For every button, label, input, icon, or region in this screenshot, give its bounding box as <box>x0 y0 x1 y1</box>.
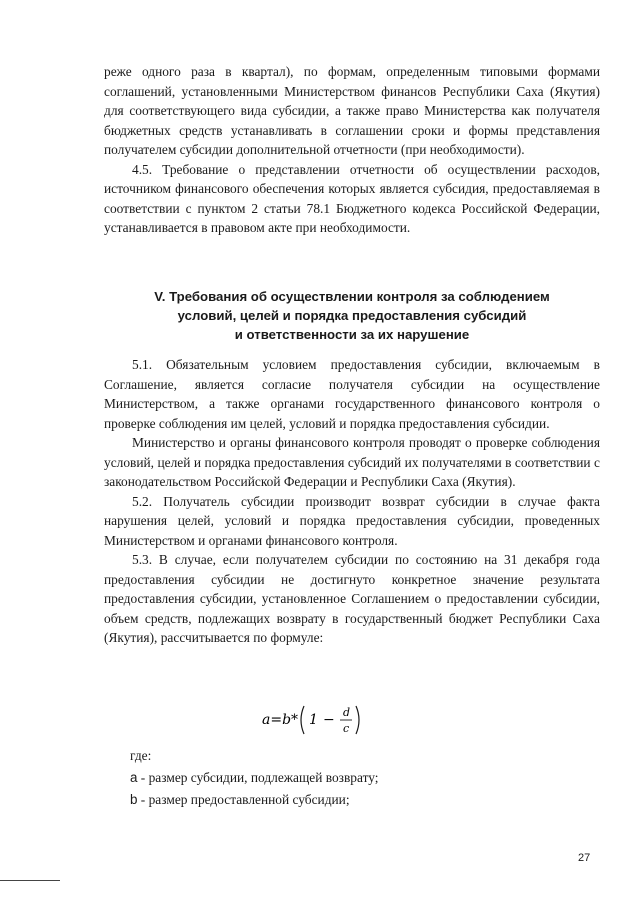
formula-lhs: a=b* <box>262 712 299 728</box>
formula-definitions <box>130 745 600 811</box>
paragraph-5-1: 5.1. Обязательным условием предоставления субсидии, включаемым в Соглашение, является согласие получателя субсидии на осуществление Министерством, а также органами государственного финансового контроля о проверке соблюдения им целей, условий и порядка предоставления субсидии. <box>104 357 600 431</box>
paragraph-control: Министерство и органы финансового контроля проводят о проверке соблюдения условий, целей и порядка предоставления субсидий их получателями в соответствии с законодательством Российской Федерации и Республики Саха (Якутия). <box>104 435 600 489</box>
definition-a <box>130 767 600 789</box>
where-label: где: <box>130 748 152 763</box>
formula-right-paren <box>356 706 359 734</box>
section-heading <box>104 287 600 344</box>
formula-graphic <box>260 700 380 740</box>
page-number: 27 <box>578 852 591 864</box>
formula-left-paren <box>301 706 304 734</box>
section-body <box>104 355 600 648</box>
paragraph-4-5: 4.5. Требование о представлении отчетности об осуществлении расходов, источником финансового обеспечения которых является субсидия, предоставляемая в соответствии с пунктом 2 статьи 78.1 Бюджетного кодекса Российской Федерации, устанавливается в правовом акте при необходимости. <box>104 161 600 235</box>
definition-text: - размер субсидии, подлежащей возврату; <box>137 770 379 785</box>
paragraph-5-3: 5.3. В случае, если получателем субсидии по состоянию на 31 декабря года предоставления субсидии не достигнуто конкретное значение результата предоставления субсидии, установленное Соглашением о предоставлении субсидии, объем средств, подлежащих возврату в государственный бюджет Республики Саха (Якутия), рассчитывается по формуле: <box>104 552 600 645</box>
formula-numerator: d <box>343 706 351 719</box>
section-heading-line-2: условий, целей и порядка предоставления субсидий <box>177 308 527 323</box>
definition-b <box>130 789 600 811</box>
refund-formula <box>0 700 640 740</box>
footnote-rule <box>0 880 60 881</box>
definition-text: - размер предоставленной субсидии; <box>137 792 350 807</box>
section-heading-line-1: V. Требования об осуществлении контроля за соблюдением <box>154 289 550 304</box>
paragraph-continuation: реже одного раза в квартал), по формам, определенным типовыми формами соглашений, установленными Министерством финансов Республики Саха (Якутия) для соответствующего вида субсидии, а также право Министерства как получателя бюджетных средств устанавливать в соглашении сроки и формы представления получателем субсидии дополнительной отчетности (при необходимости). <box>104 64 600 157</box>
formula-denominator: c <box>343 722 350 735</box>
lead-text-block <box>104 62 600 238</box>
formula-one: 1 <box>309 712 318 728</box>
paragraph-5-2: 5.2. Получатель субсидии производит возврат субсидии в случае факта нарушения целей, условий и порядка предоставления субсидии, проведенных Министерством и органами финансового контроля. <box>104 493 600 548</box>
section-heading-line-3: и ответственности за их нарушение <box>234 327 470 342</box>
definition-symbol: a <box>130 770 138 785</box>
formula-minus: − <box>323 712 335 728</box>
definition-symbol: b <box>130 792 138 807</box>
